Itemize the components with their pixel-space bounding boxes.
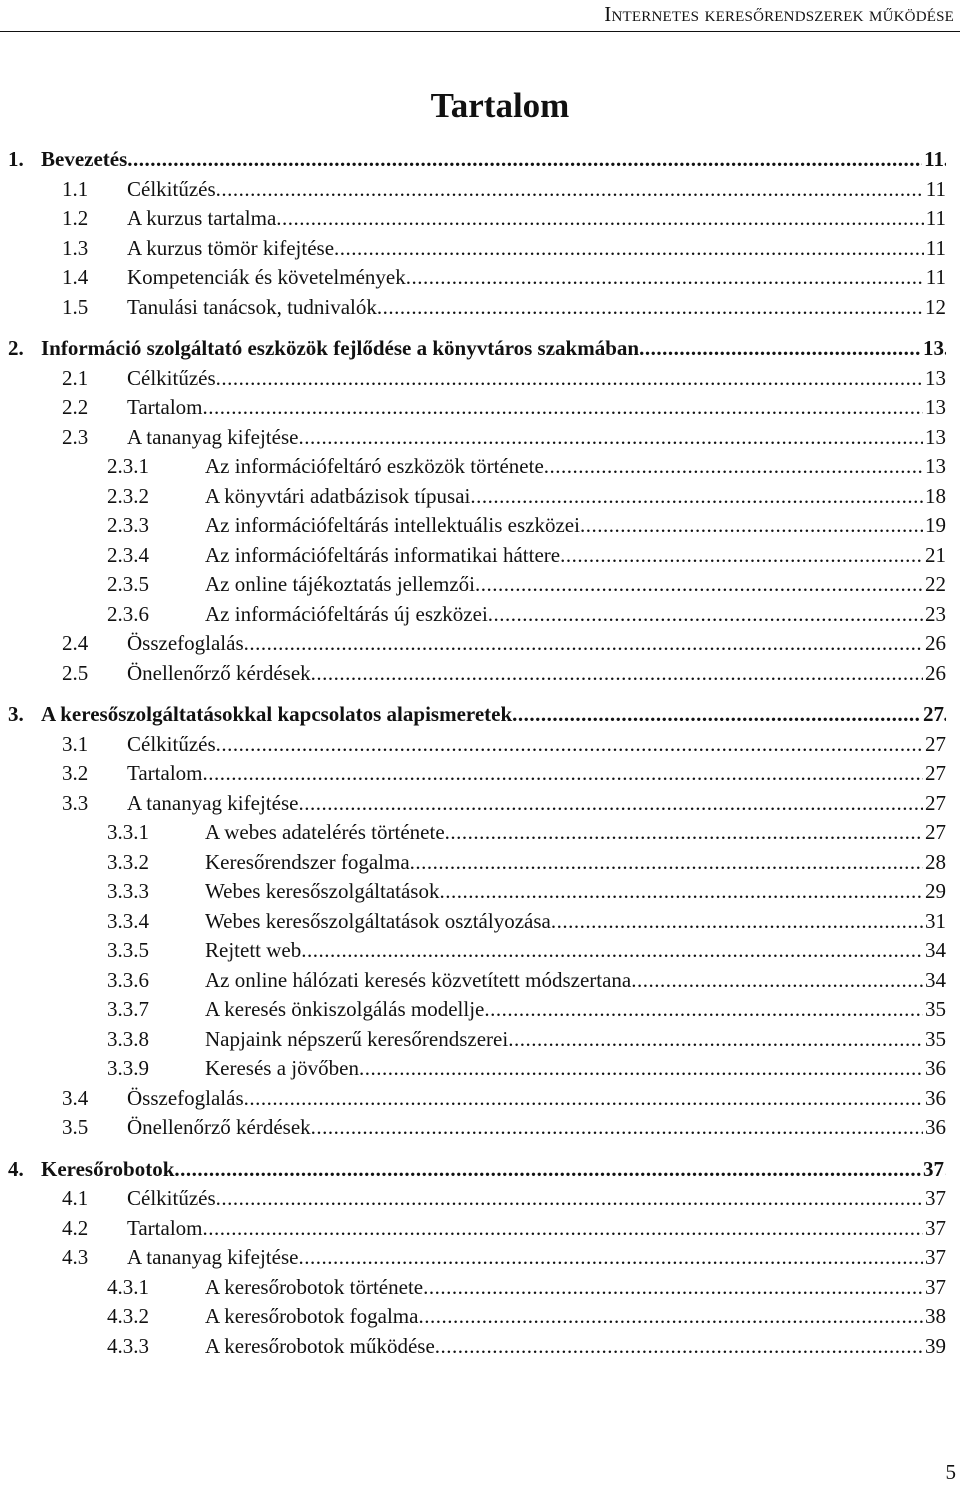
toc-entry-page: 22 [923, 570, 946, 600]
toc-entry[interactable] [0, 293, 960, 323]
toc-entry[interactable] [0, 423, 960, 453]
toc-entry-title[interactable]: A keresés önkiszolgálás modellje [205, 997, 485, 1021]
toc-entry[interactable] [0, 759, 960, 789]
toc-entry-title[interactable]: Célkitűzés [127, 1186, 216, 1210]
toc-entry[interactable] [0, 482, 960, 512]
toc-entry[interactable] [0, 1273, 960, 1303]
toc-entry[interactable] [0, 1025, 960, 1055]
toc-entry-leader [205, 511, 946, 541]
toc-dot-leader [298, 1243, 946, 1273]
toc-entry-title[interactable]: A keresőrobotok működése [205, 1333, 435, 1358]
toc-dot-leader [244, 629, 946, 659]
toc-dot-leader [334, 234, 946, 264]
toc-entry-page: 19 [923, 511, 946, 541]
toc-entry-page: 27 [923, 789, 946, 819]
toc-dot-leader [484, 995, 946, 1025]
toc-entry[interactable] [0, 1332, 960, 1362]
toc-entry-number: 3.3 [62, 790, 89, 815]
toc-entry-title[interactable]: Bevezetés [41, 147, 128, 171]
toc-entry-number: 1.5 [62, 294, 89, 319]
toc-entry-title[interactable]: Tartalom [127, 395, 203, 419]
toc-entry-number: 3.2 [62, 761, 89, 785]
toc-entry[interactable] [0, 995, 960, 1025]
toc-entry[interactable] [0, 700, 960, 730]
toc-entry-leader [127, 393, 946, 423]
toc-entry-leader [41, 1155, 946, 1185]
toc-dot-leader [216, 1184, 946, 1214]
toc-dot-leader [311, 1113, 946, 1143]
toc-entry[interactable] [0, 334, 960, 364]
toc-dot-leader [203, 393, 947, 423]
toc-entry-title[interactable]: Összefoglalás [127, 1085, 244, 1110]
toc-dot-leader [508, 1025, 946, 1055]
toc-entry-number: 1.2 [62, 206, 89, 230]
toc-entry-number: 2.3.6 [107, 601, 149, 626]
toc-dot-leader [406, 263, 946, 293]
toc-entry[interactable] [0, 1302, 960, 1332]
toc-entry-page: 27 [923, 818, 946, 848]
toc-entry-title[interactable]: Az információfeltárás intellektuális eszközei [205, 513, 580, 537]
toc-entry-number: 4.3 [62, 1245, 89, 1269]
page-number: 5 [945, 1460, 956, 1484]
toc-entry-number: 3.3.8 [107, 1026, 149, 1051]
toc-entry-title[interactable]: Tartalom [127, 1215, 203, 1240]
toc-entry-leader [127, 423, 946, 453]
toc-dot-leader [470, 482, 946, 512]
toc-entry-page: 11 [924, 234, 946, 264]
toc-entry-page: 11 [924, 204, 946, 234]
toc-entry-title[interactable]: A tananyag kifejtése [127, 1245, 299, 1269]
toc-entry[interactable] [0, 907, 960, 937]
toc-entry-leader [127, 1243, 946, 1273]
toc-dot-leader [301, 936, 946, 966]
toc-entry-page: 36 [923, 1054, 946, 1084]
toc-entry-page: 13 [923, 364, 946, 394]
toc-entry-leader [127, 730, 946, 760]
toc-entry-title[interactable]: Önellenőrző kérdések [127, 660, 311, 685]
toc-dot-leader [298, 789, 946, 819]
toc-entry[interactable] [0, 877, 960, 907]
toc-entry-number: 2.2 [62, 395, 89, 419]
toc-entry-title[interactable]: Az információfeltáró eszközök története [205, 454, 544, 478]
toc-entry-leader [127, 263, 946, 293]
toc-entry-leader [205, 966, 946, 996]
toc-entry-leader [205, 1273, 946, 1303]
toc-entry-title[interactable]: A kurzus tömör kifejtése [127, 235, 335, 260]
toc-entry-leader [127, 629, 946, 659]
toc-entry[interactable] [0, 234, 960, 264]
toc-entry[interactable] [0, 1155, 960, 1185]
toc-entry-leader [205, 570, 946, 600]
toc-title: Tartalom [430, 86, 570, 125]
toc-entry-number: 2.3.1 [107, 454, 149, 478]
toc-entry-title[interactable]: Rejtett web [205, 938, 302, 962]
toc-entry-page: 13 [923, 452, 946, 482]
toc-entry-page: 34 [923, 966, 946, 996]
toc-entry-title[interactable]: A webes adatelérés története [205, 820, 445, 844]
toc-entry-leader [205, 1332, 946, 1362]
toc-dot-leader [435, 1332, 946, 1362]
toc-entry[interactable] [0, 1243, 960, 1273]
toc-dot-leader [244, 1084, 946, 1114]
toc-dot-leader [216, 364, 946, 394]
toc-entry-leader [205, 995, 946, 1025]
toc-entry[interactable] [0, 511, 960, 541]
toc-entry[interactable] [0, 175, 960, 205]
toc-entry-number: 2.3.4 [107, 542, 149, 567]
toc-entry-leader [127, 659, 946, 689]
toc-entry[interactable] [0, 452, 960, 482]
toc-entry-number: 3.3.6 [107, 967, 149, 992]
toc-entry-title[interactable]: Célkitűzés [127, 365, 216, 390]
toc-entry[interactable] [0, 1084, 960, 1114]
toc-dot-leader [359, 1054, 946, 1084]
toc-entry-page: 37 [923, 1184, 946, 1214]
toc-entry-title[interactable]: A keresőszolgáltatásokkal kapcsolatos alapismeretek [41, 702, 513, 726]
toc-entry-number: 1.4 [62, 265, 89, 289]
toc-entry-page: 37 [923, 1243, 946, 1273]
toc-entry-leader [205, 452, 946, 482]
toc-dot-leader [216, 730, 946, 760]
toc-entry-leader [205, 818, 946, 848]
toc-entry-page: 35 [923, 995, 946, 1025]
toc-entry-title[interactable]: Kompetenciák és követelmények [127, 265, 406, 289]
toc-entry-leader [127, 759, 946, 789]
toc-entry-title[interactable]: A keresőrobotok története [205, 1274, 424, 1299]
toc-entry-page: 27 [923, 730, 946, 760]
toc-entry-leader [205, 1054, 946, 1084]
toc-entry-page: 23 [923, 600, 946, 630]
toc-entry-number: 3.3.5 [107, 938, 149, 962]
toc-entry-title[interactable]: Keresőrobotok [41, 1156, 175, 1181]
toc-entry-title[interactable]: Az információfeltárás informatikai háttere [205, 542, 561, 567]
toc-entry[interactable] [0, 818, 960, 848]
toc-entry-number: 4.3.2 [107, 1304, 149, 1328]
toc-entry-page: 13 [921, 334, 944, 364]
toc-entry-title[interactable]: Összefoglalás [127, 631, 244, 655]
toc-entry-page: 35 [923, 1025, 946, 1055]
toc-entry[interactable] [0, 204, 960, 234]
toc-entry-title[interactable]: Információ szolgáltató eszközök fejlődése a könyvtáros szakmában [41, 336, 640, 360]
toc-entry[interactable] [0, 145, 960, 175]
toc-entry-leader [127, 1113, 946, 1143]
toc-entry[interactable] [0, 1113, 960, 1143]
toc-entry-number: 4.1 [62, 1186, 89, 1210]
toc-dot-leader [410, 848, 946, 878]
toc-dot-leader [311, 659, 946, 689]
toc-entry-page: 18 [923, 482, 946, 512]
toc-entry-title[interactable]: A kurzus tartalma [127, 206, 277, 230]
toc-entry-page: 26 [923, 659, 946, 689]
toc-entry-leader [205, 848, 946, 878]
toc-entry[interactable] [0, 966, 960, 996]
toc-entry-number: 2.3.5 [107, 572, 149, 596]
toc-dot-leader [276, 204, 946, 234]
toc-dot-leader [423, 1273, 946, 1303]
toc-entry-leader [41, 145, 946, 175]
toc-entry-page: 37 [923, 1273, 946, 1303]
toc-entry-title[interactable]: Az információfeltárás új eszközei [205, 601, 488, 626]
toc-entry-title[interactable]: Keresés a jövőben [205, 1056, 359, 1080]
toc-entry-number: 3.4 [62, 1085, 89, 1110]
toc-dot-leader [512, 700, 946, 730]
toc-entry-number: 2.1 [62, 365, 89, 390]
toc-entry-title[interactable]: Az online tájékoztatás jellemzői [205, 572, 475, 596]
toc-entry-title[interactable]: A tananyag kifejtése [127, 790, 299, 815]
toc-entry[interactable] [0, 1054, 960, 1084]
toc-entry-title[interactable]: Célkitűzés [127, 731, 216, 756]
running-header: Internetes keresőrendszerek működése [604, 2, 954, 26]
toc-entry-number: 2.3 [62, 424, 89, 449]
toc-entry-leader [205, 936, 946, 966]
toc-entry-number: 4. [8, 1156, 24, 1181]
toc-entry-leader [205, 1025, 946, 1055]
toc-dot-leader [203, 1214, 947, 1244]
toc-entry-number: 1.3 [62, 235, 89, 260]
toc-entry[interactable] [0, 570, 960, 600]
toc-entry-title[interactable]: Webes keresőszolgáltatások [205, 879, 440, 903]
toc-dot-leader [203, 759, 947, 789]
toc-dot-leader [445, 818, 946, 848]
toc-entry-page: 21 [923, 541, 946, 571]
toc-entry-number: 4.3.3 [107, 1333, 149, 1358]
toc-entry[interactable] [0, 730, 960, 760]
toc-entry-number: 3. [8, 702, 24, 726]
toc-entry-title[interactable]: Tanulási tanácsok, tudnivalók [127, 294, 377, 319]
toc-entry-leader [127, 234, 946, 264]
toc-entry-page: 37 [921, 1155, 944, 1185]
toc-dot-leader [544, 452, 946, 482]
toc-entry[interactable] [0, 629, 960, 659]
toc-entry[interactable] [0, 659, 960, 689]
toc-dot-leader [488, 600, 946, 630]
toc-entry-leader [205, 1302, 946, 1332]
toc-entry-title[interactable]: A könyvtári adatbázisok típusai [205, 483, 471, 508]
toc-entry-title[interactable]: Tartalom [127, 761, 203, 785]
toc-entry-number: 2.3.2 [107, 483, 149, 508]
toc-entry-page: 11 [922, 145, 944, 175]
toc-entry-leader [127, 175, 946, 205]
toc-entry-page: 36 [923, 1113, 946, 1143]
toc-entry-leader [127, 364, 946, 394]
table-of-contents [0, 145, 960, 1361]
toc-entry-number: 2.3.3 [107, 513, 149, 537]
toc-entry[interactable] [0, 364, 960, 394]
toc-dot-leader [298, 423, 946, 453]
toc-dot-leader [475, 570, 946, 600]
toc-entry-page: 27 [921, 700, 944, 730]
toc-dot-leader [439, 877, 946, 907]
toc-entry-number: 1.1 [62, 176, 89, 201]
toc-dot-leader [174, 1155, 946, 1185]
toc-entry-number: 3.3.4 [107, 908, 149, 933]
toc-dot-leader [631, 966, 946, 996]
toc-entry-leader [127, 1214, 946, 1244]
toc-dot-leader [551, 907, 946, 937]
toc-entry-number: 3.3.9 [107, 1056, 149, 1080]
toc-entry-title[interactable]: A keresőrobotok fogalma [205, 1304, 419, 1328]
toc-entry-leader [205, 482, 946, 512]
toc-entry-page: 37 [923, 1214, 946, 1244]
toc-dot-leader [580, 511, 946, 541]
toc-entry-number: 3.3.3 [107, 879, 149, 903]
toc-entry-leader [205, 600, 946, 630]
toc-entry-number: 1. [8, 147, 24, 171]
toc-entry-number: 3.3.1 [107, 820, 149, 844]
toc-dot-leader [560, 541, 946, 571]
toc-entry-page: 39 [923, 1332, 946, 1362]
toc-entry-number: 2. [8, 336, 24, 360]
toc-entry-title[interactable]: Keresőrendszer fogalma [205, 849, 410, 874]
header-rule [0, 31, 960, 32]
toc-entry-title[interactable]: Webes keresőszolgáltatások osztályozása [205, 908, 551, 933]
toc-entry-page: 13 [923, 423, 946, 453]
toc-entry-number: 2.5 [62, 660, 89, 685]
toc-entry[interactable] [0, 789, 960, 819]
toc-entry-leader [127, 204, 946, 234]
toc-entry-page: 38 [923, 1302, 946, 1332]
toc-entry-page: 29 [923, 877, 946, 907]
toc-dot-leader [127, 145, 946, 175]
toc-entry-number: 3.3.7 [107, 997, 149, 1021]
toc-entry-number: 3.5 [62, 1115, 89, 1139]
toc-entry-page: 34 [923, 936, 946, 966]
toc-entry-leader [41, 334, 946, 364]
toc-entry[interactable] [0, 541, 960, 571]
toc-entry-page: 11 [924, 263, 946, 293]
toc-entry[interactable] [0, 263, 960, 293]
toc-entry-page: 13 [923, 393, 946, 423]
toc-entry-leader [41, 700, 946, 730]
toc-entry-leader [127, 293, 946, 323]
toc-entry-leader [205, 541, 946, 571]
toc-entry[interactable] [0, 1214, 960, 1244]
toc-entry-leader [127, 1084, 946, 1114]
toc-entry-page: 26 [923, 629, 946, 659]
toc-entry-number: 3.3.2 [107, 849, 149, 874]
toc-entry[interactable] [0, 1184, 960, 1214]
toc-entry[interactable] [0, 848, 960, 878]
toc-entry-number: 4.2 [62, 1215, 89, 1240]
toc-entry-title[interactable]: A tananyag kifejtése [127, 424, 299, 449]
toc-entry-page: 11 [924, 175, 946, 205]
toc-entry-page: 12 [923, 293, 946, 323]
toc-dot-leader [639, 334, 946, 364]
toc-entry-page: 27 [923, 759, 946, 789]
toc-entry-title[interactable]: Az online hálózati keresés közvetített módszertana [205, 967, 632, 992]
toc-entry-leader [127, 789, 946, 819]
toc-entry[interactable] [0, 393, 960, 423]
toc-entry-number: 4.3.1 [107, 1274, 149, 1299]
toc-entry-page: 31 [923, 907, 946, 937]
toc-entry-page: 28 [923, 848, 946, 878]
toc-entry[interactable] [0, 936, 960, 966]
toc-entry[interactable] [0, 600, 960, 630]
toc-entry-title[interactable]: Önellenőrző kérdések [127, 1115, 311, 1139]
toc-entry-title[interactable]: Célkitűzés [127, 176, 216, 201]
toc-entry-leader [205, 877, 946, 907]
toc-entry-page: 36 [923, 1084, 946, 1114]
toc-entry-leader [205, 907, 946, 937]
toc-entry-title[interactable]: Napjaink népszerű keresőrendszerei [205, 1026, 509, 1051]
toc-dot-leader [216, 175, 946, 205]
toc-entry-number: 2.4 [62, 631, 89, 655]
toc-dot-leader [418, 1302, 946, 1332]
toc-entry-leader [127, 1184, 946, 1214]
toc-dot-leader [377, 293, 946, 323]
toc-entry-number: 3.1 [62, 731, 89, 756]
